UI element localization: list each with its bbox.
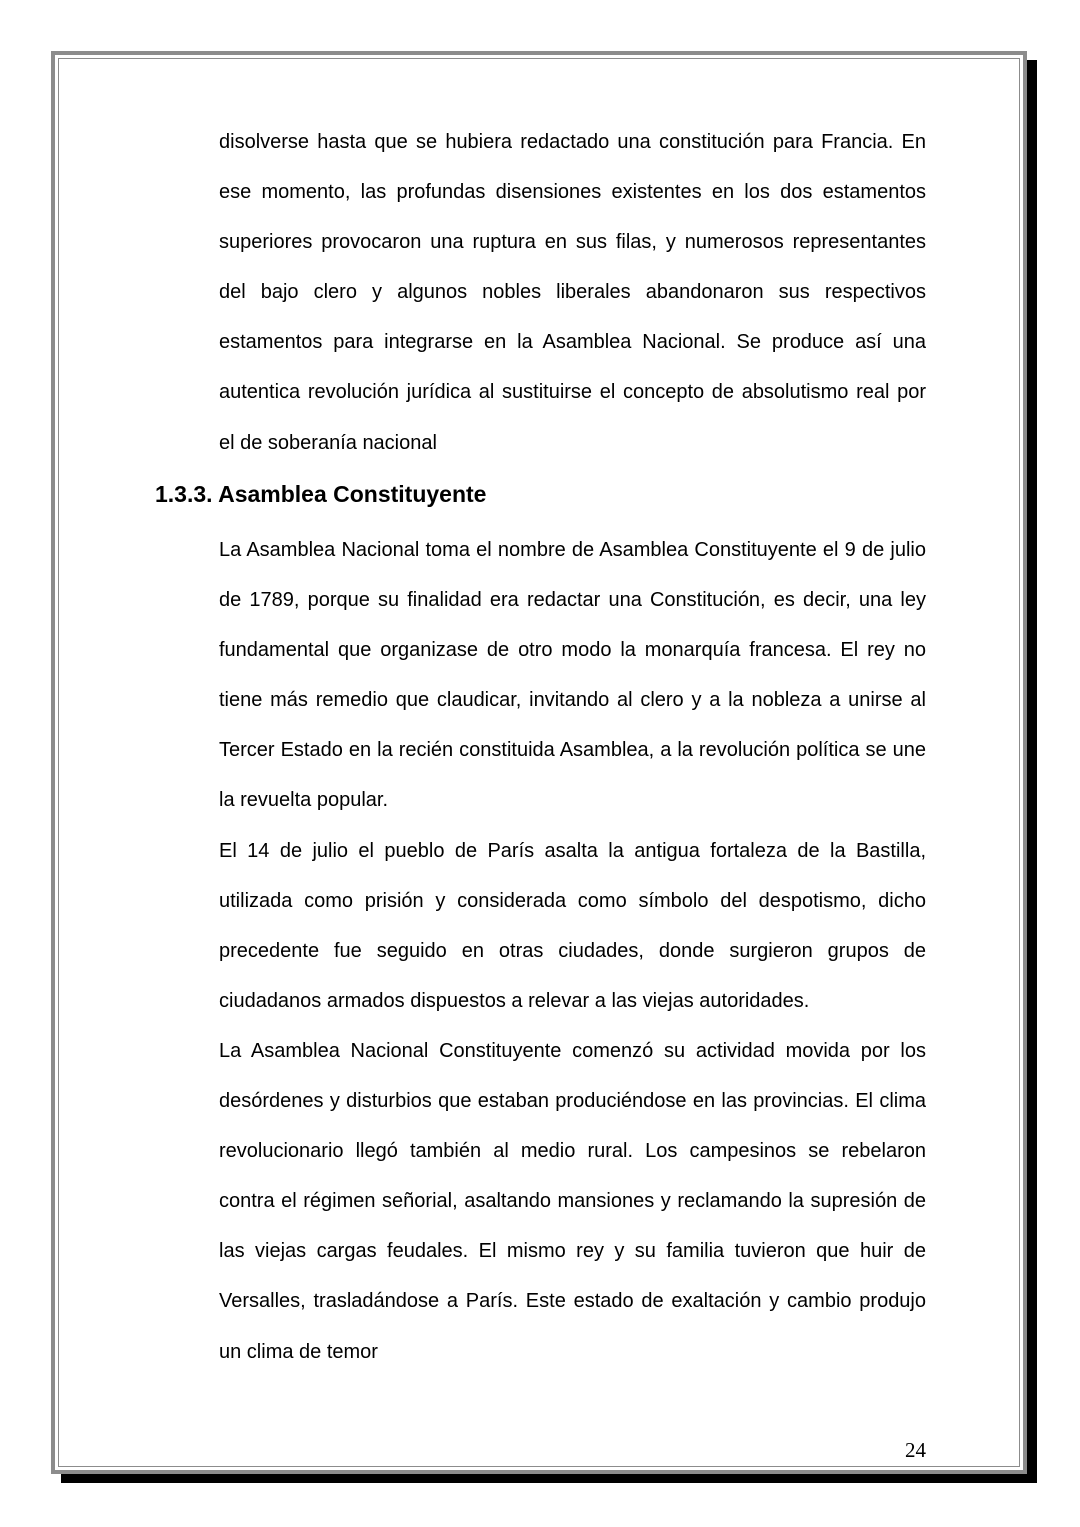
page-number: 24 (905, 1438, 926, 1462)
section-body (219, 525, 926, 1377)
section-paragraph: El 14 de julio el pueblo de París asalta la antigua fortaleza de la Bastilla, utilizada como prisión y considerada como símbolo del despotismo, dicho precedente fue seguido en otras ciudades, donde surgieron grupos de ciudadanos armados dispuestos a relevar a las viejas autoridades. (219, 839, 926, 1012)
intro-text-block (219, 117, 926, 468)
section-paragraph: La Asamblea Nacional toma el nombre de Asamblea Constituyente el 9 de julio de 1789, porque su finalidad era redactar una Constitución, es decir, una ley fundamental que organizase de otro modo la monarquía francesa. El rey no tiene más remedio que claudicar, invitando al clero y a la nobleza a unirse al Tercer Estado en la recién constituida Asamblea, a la revolución política se une la revuelta popular. (219, 539, 926, 812)
section-heading: 1.3.3. Asamblea Constituyente (155, 481, 487, 507)
section-paragraph: La Asamblea Nacional Constituyente comenzó su actividad movida por los desórdenes y disturbios que estaban produciéndose en las provincias. El clima revolucionario llegó también al medio rural. Los campesinos se rebelaron contra el régimen señorial, asaltando mansiones y reclamando la supresión de las viejas cargas feudales. El mismo rey y su familia tuvieron que huir de Versalles, trasladándose a París. Este estado de exaltación y cambio produjo un clima de temor (219, 1039, 926, 1363)
intro-paragraph: disolverse hasta que se hubiera redactado una constitución para Francia. En ese momento, las profundas disensiones existentes en los dos estamentos superiores provocaron una ruptura en sus filas, y numerosos representantes del bajo clero y algunos nobles liberales abandonaron sus respectivos estamentos para integrarse en la Asamblea Nacional. Se produce así una autentica revolución jurídica al sustituirse el concepto de absolutismo real por el de soberanía nacional (219, 131, 926, 454)
